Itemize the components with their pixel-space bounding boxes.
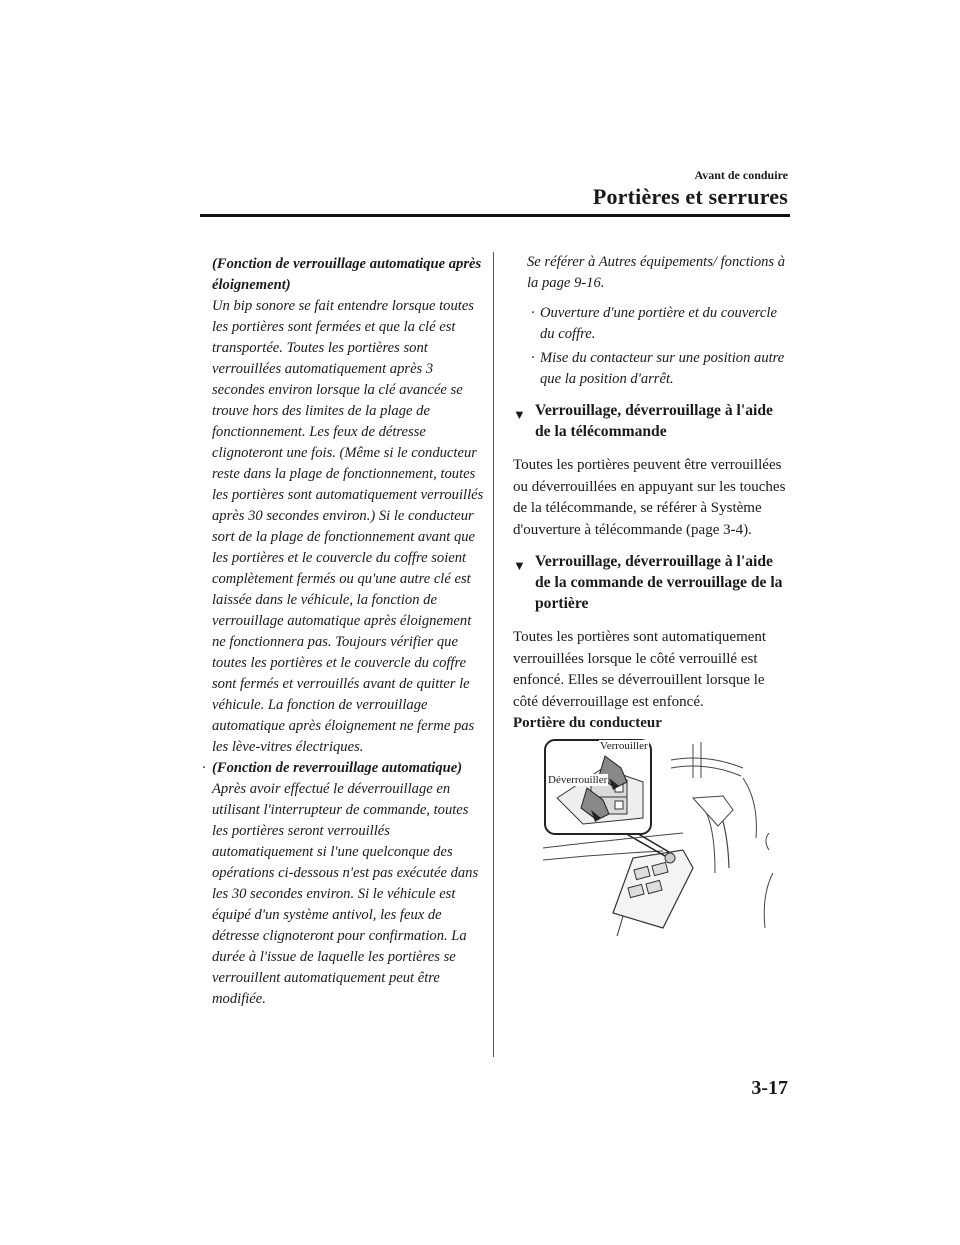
column-divider <box>493 252 494 1057</box>
left-column <box>202 254 484 1010</box>
triangle-marker-icon: ▼ <box>513 407 526 422</box>
list-item-text: Ouverture d'une portière et du couvercle du coffre. <box>540 305 777 342</box>
list-item <box>531 303 789 345</box>
heading-door-switch <box>513 551 789 614</box>
body-door-switch: Toutes les portières sont automatiquement verrouillées lorsque le côté verrouillé est enfoncé. Elles se déverrouillent lorsque le côté déverrouillage est enfoncé. <box>513 629 767 710</box>
heading-remote-text: Verrouillage, déverrouillage à l'aide de la télécommande <box>535 402 773 440</box>
relock-body: Après avoir effectué le déverrouillage en utilisant l'interrupteur de commande, toutes les portières seront verrouillés automatiquement si l'une quelconque des opérations ci-dessous n'est pas exécutée dans les 30 secondes environ. Si le véhicule est équipé d'un système antivol, les feux de détresse clignoteront pour confirmation. La durée à l'issue de laquelle les portières se verrouillent automatiquement peut être modifiée. <box>212 781 479 1007</box>
figure-label-lock: Verrouiller <box>600 740 648 752</box>
header-rule <box>200 214 790 217</box>
reference-text: Se référer à Autres équipements/ fonctions à la page 9-16. <box>527 254 786 291</box>
door-lock-switch-figure <box>543 738 775 938</box>
figure-label-unlock: Déverrouiller <box>548 774 608 786</box>
relock-title: (Fonction de reverrouillage automatique) <box>212 760 463 776</box>
bullet-dot: · <box>531 350 535 366</box>
list-item-text: Mise du contacteur sur une position autre que la position d'arrêt. <box>540 350 785 387</box>
sub-list <box>531 303 789 390</box>
heading-remote <box>513 400 789 442</box>
body-remote: Toutes les portières peuvent être verrouillées ou déverrouillées en appuyant sur les touches de la télécommande, se référer à Système d'ouverture à télécommande (page 3-4). <box>513 457 786 538</box>
door-panel-illustration <box>543 738 775 938</box>
heading-door-switch-text: Verrouillage, déverrouillage à l'aide de la commande de verrouillage de la portière <box>535 553 783 612</box>
header-section: Avant de conduire <box>694 168 788 182</box>
auto-lock-body: Un bip sonore se fait entendre lorsque toutes les portières sont fermées et que la clé est transportée. Toutes les portières sont verrouillées automatiquement après 3 secondes environ lorsque la clé avancée se trouve hors des limites de la plage de fonctionnement. Les feux de détresse clignoteront une fois. (Même si le conducteur reste dans la plage de fonctionnement, toutes les portières sont automatiquement verrouillés après 30 secondes environ.) Si le conducteur sort de la plage de fonctionnement avant que les portières et le couvercle du coffre soient complètement fermés ou qu'une autre clé est laissée dans le véhicule, la fonction de verrouillage automatique après éloignement ne fonctionnera pas. Toujours vérifier que toutes les portières et le couvercle du coffre sont fermés et verrouillés avant de quitter le véhicule. La fonction de verrouillage automatique après éloignement ne ferme pas les lève-vitres électriques. <box>212 298 484 755</box>
reference-block <box>513 252 789 294</box>
page-number: 3-17 <box>751 1077 788 1099</box>
page-title: Portières et serrures <box>592 184 788 209</box>
right-column <box>513 252 789 938</box>
auto-lock-section <box>212 254 484 758</box>
auto-lock-title: (Fonction de verrouillage automatique après éloignement) <box>212 256 482 293</box>
figure-caption: Portière du conducteur <box>513 715 662 731</box>
bullet-dot: · <box>531 305 535 321</box>
bullet-dot: · <box>202 760 206 776</box>
list-item <box>531 348 789 390</box>
triangle-marker-icon: ▼ <box>513 558 526 573</box>
relock-section <box>202 758 484 1010</box>
